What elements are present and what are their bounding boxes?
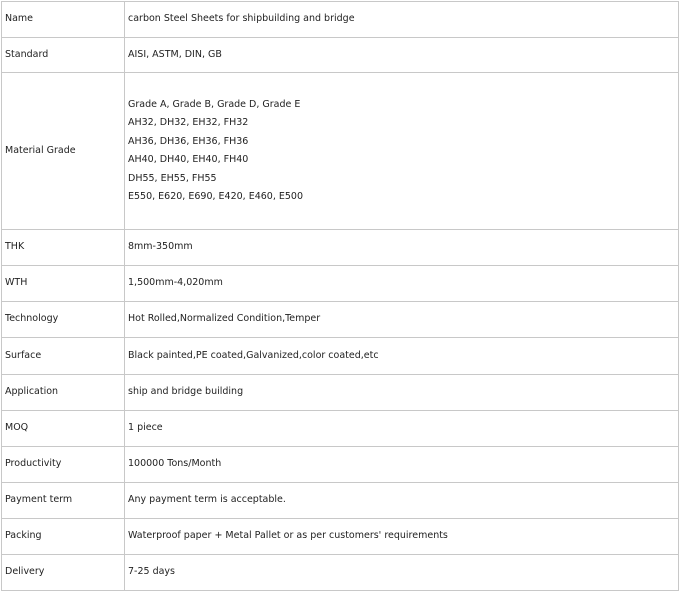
value-material-grade <box>125 73 679 230</box>
row-surface <box>2 338 679 375</box>
label-name: Name <box>2 2 125 38</box>
value-standard: AISI, ASTM, DIN, GB <box>125 38 679 73</box>
row-productivity <box>2 447 679 483</box>
value-payment-term: Any payment term is acceptable. <box>125 483 679 519</box>
label-wth: WTH <box>2 266 125 302</box>
value-thk: 8mm-350mm <box>125 230 679 266</box>
label-application: Application <box>2 375 125 411</box>
value-moq: 1 piece <box>125 411 679 447</box>
row-application <box>2 375 679 411</box>
label-technology: Technology <box>2 302 125 338</box>
grade-line: DH55, EH55, FH55 <box>128 172 217 184</box>
value-technology: Hot Rolled,Normalized Condition,Temper <box>125 302 679 338</box>
row-standard <box>2 38 679 73</box>
row-name <box>2 2 679 38</box>
grade-line: Grade A, Grade B, Grade D, Grade E <box>128 98 301 110</box>
row-technology <box>2 302 679 338</box>
value-surface: Black painted,PE coated,Galvanized,color coated,etc <box>125 338 679 375</box>
label-productivity: Productivity <box>2 447 125 483</box>
row-wth <box>2 266 679 302</box>
label-thk: THK <box>2 230 125 266</box>
value-wth: 1,500mm-4,020mm <box>125 266 679 302</box>
value-productivity: 100000 Tons/Month <box>125 447 679 483</box>
row-thk <box>2 230 679 266</box>
grade-line: E550, E620, E690, E420, E460, E500 <box>128 191 304 202</box>
row-payment-term <box>2 483 679 519</box>
label-surface: Surface <box>2 338 125 375</box>
row-delivery <box>2 555 679 591</box>
value-application: ship and bridge building <box>125 375 679 411</box>
row-moq <box>2 411 679 447</box>
label-standard: Standard <box>2 38 125 73</box>
label-payment-term: Payment term <box>2 483 125 519</box>
label-material-grade: Material Grade <box>2 73 125 230</box>
grade-line: AH32, DH32, EH32, FH32 <box>128 117 249 128</box>
label-delivery: Delivery <box>2 555 125 591</box>
grade-line: AH40, DH40, EH40, FH40 <box>128 154 249 165</box>
row-material-grade <box>2 73 679 230</box>
spec-table <box>1 1 679 591</box>
value-name: carbon Steel Sheets for shipbuilding and bridge <box>125 2 679 38</box>
grade-line: AH36, DH36, EH36, FH36 <box>128 135 249 147</box>
label-packing: Packing <box>2 519 125 555</box>
label-moq: MOQ <box>2 411 125 447</box>
row-packing <box>2 519 679 555</box>
value-delivery: 7-25 days <box>125 555 679 591</box>
value-packing: Waterproof paper + Metal Pallet or as per customers' requirements <box>125 519 679 555</box>
